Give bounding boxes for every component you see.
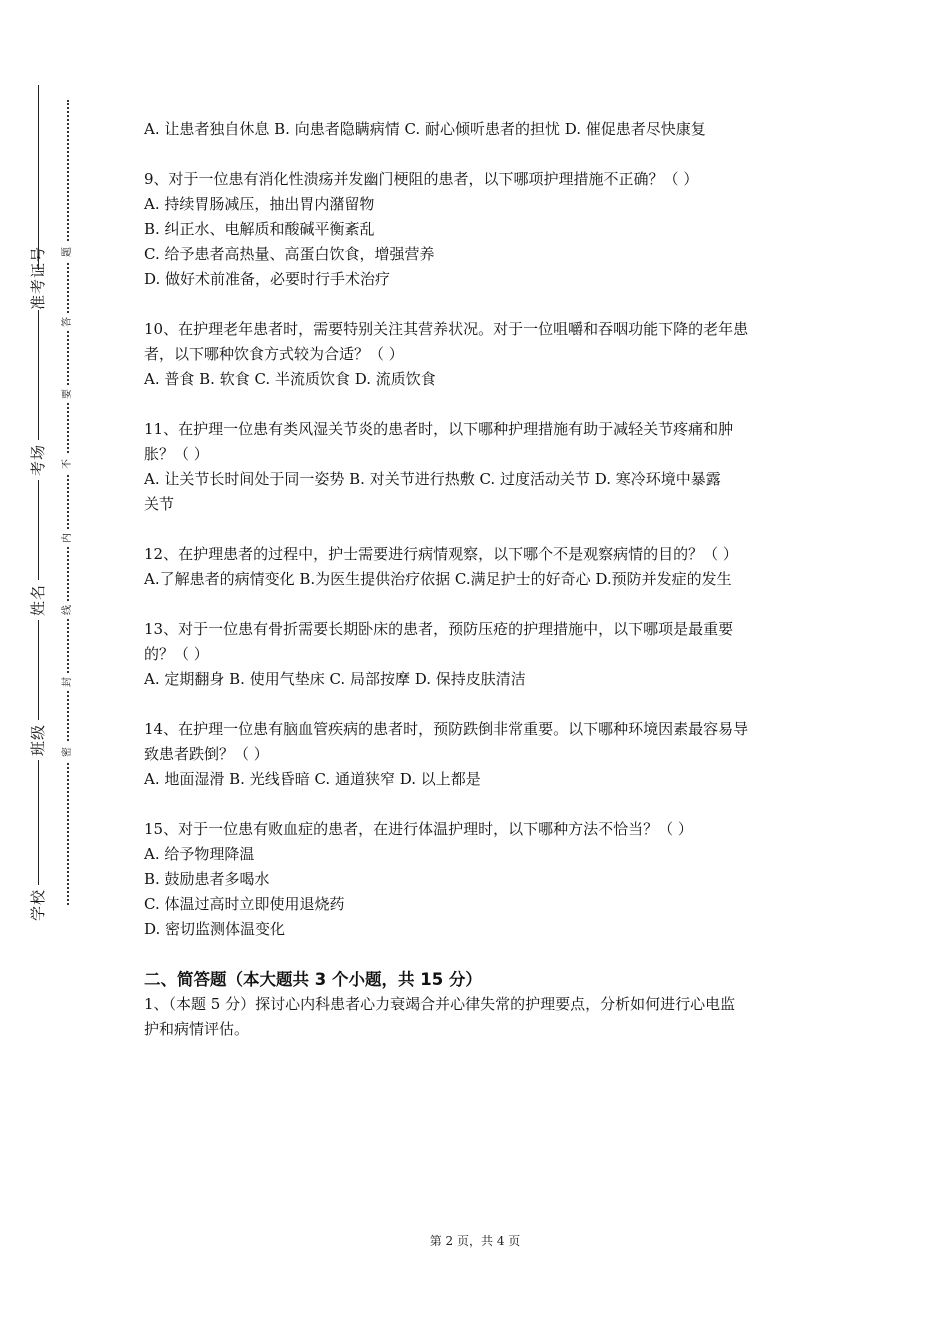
options: A. 让关节长时间处于同一姿势 B. 对关节进行热敷 C. 过度活动关节 D. 寒冷环境中暴露 [144,470,721,488]
question-8-options [144,117,814,142]
question-stem: 者，以下哪种饮食方式较为合适？（ ） [144,345,404,363]
question-stem: 的？（ ） [144,645,209,663]
question-11 [144,417,814,517]
seal-char: 不 [60,455,76,473]
options: A. 地面湿滑 B. 光线昏暗 C. 通道狭窄 D. 以上都是 [144,770,481,788]
question-stem: 12、在护理患者的过程中，护士需要进行病情观察，以下哪个不是观察病情的目的？（ ） [144,545,738,563]
question-line: A. 让患者独自休息 B. 向患者隐瞒病情 C. 耐心倾听患者的担忧 D. 催促患者尽快康复 [144,120,706,138]
option-a: A. 给予物理降温 [144,845,255,863]
section-heading: 二、简答题（本大题共 3 个小题，共 15 分） [144,970,482,989]
label-exam-number: 准考证号 [18,270,58,310]
label-class: 班级 [18,720,58,760]
seal-char: 题 [60,243,76,261]
question-stem: 14、在护理一位患有脑血管疾病的患者时，预防跌倒非常重要。以下哪种环境因素最容易导 [144,720,749,738]
page-footer: 第 2 页，共 4 页 [429,1234,521,1248]
question-stem: 10、在护理老年患者时，需要特别关注其营养状况。对于一位咀嚼和吞咽功能下降的老年患 [144,320,749,338]
seal-dotted-line [67,100,69,905]
question-stem: 致患者跌倒？（ ） [144,745,269,763]
question-stem: 13、对于一位患有骨折需要长期卧床的患者，预防压疮的护理措施中，以下哪项是最重要 [144,620,734,638]
binding-margin [0,0,110,1344]
option-c: C. 体温过高时立即使用退烧药 [144,895,345,913]
fill-in-line [38,85,39,905]
option-b: B. 鼓励患者多喝水 [144,870,270,888]
option-d: D. 密切监测体温变化 [144,920,286,938]
seal-char: 封 [60,673,76,691]
options: A. 普食 B. 软食 C. 半流质饮食 D. 流质饮食 [144,370,436,388]
label-school: 学校 [18,885,58,925]
label-name: 姓名 [18,580,58,620]
question-14 [144,717,814,792]
question-stem: 15、对于一位患有败血症的患者，在进行体温护理时，以下哪种方法不恰当？（ ） [144,820,693,838]
seal-char: 内 [60,529,76,547]
seal-char: 线 [60,601,76,619]
options: A. 定期翻身 B. 使用气垫床 C. 局部按摩 D. 保持皮肤清洁 [144,670,526,688]
seal-char: 要 [60,385,76,403]
question-15 [144,817,814,942]
label-exam-room: 考场 [18,440,58,480]
question-10 [144,317,814,392]
question-9 [144,167,814,292]
question-stem: 9、对于一位患有消化性溃疡并发幽门梗阻的患者，以下哪项护理措施不正确？（ ） [144,170,699,188]
short-answer-question: 护和病情评估。 [144,1020,250,1038]
question-stem: 胀？（ ） [144,445,209,463]
option-a: A. 持续胃肠减压，抽出胃内潴留物 [144,195,375,213]
option-d: D. 做好术前准备，必要时行手术治疗 [144,270,391,288]
options: 关节 [144,495,175,513]
option-c: C. 给予患者高热量、高蛋白饮食，增强营养 [144,245,435,263]
question-stem: 11、在护理一位患有类风湿关节炎的患者时，以下哪种护理措施有助于减轻关节疼痛和肿 [144,420,734,438]
options: A.了解患者的病情变化 B.为医生提供治疗依据 C.满足护士的好奇心 D.预防并发症的发生 [144,570,732,588]
seal-char: 密 [60,743,76,761]
short-answer-question: 1、（本题 5 分）探讨心内科患者心力衰竭合并心律失常的护理要点，分析如何进行心电监 [144,995,736,1013]
option-b: B. 纠正水、电解质和酸碱平衡紊乱 [144,220,375,238]
exam-content [144,117,814,1042]
seal-char: 答 [60,313,76,331]
question-13 [144,617,814,692]
question-12 [144,542,814,592]
